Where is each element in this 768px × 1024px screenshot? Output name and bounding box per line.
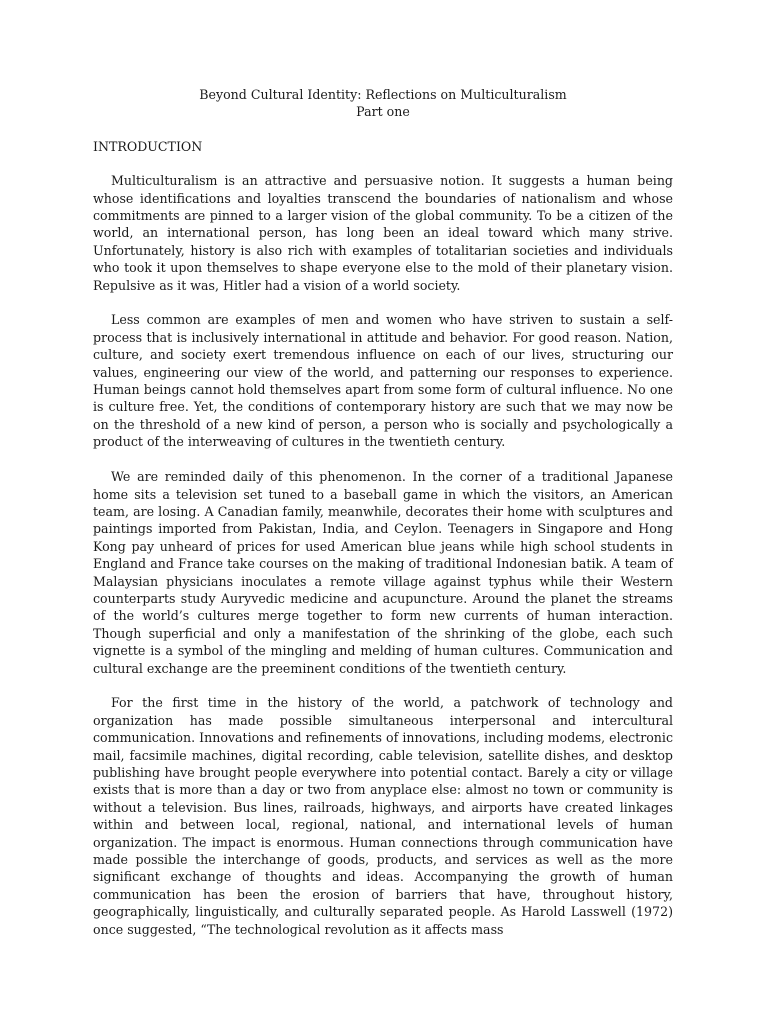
paragraph-4: For the first time in the history of the world, a patchwork of technology and organization has made possible simultaneous interpersonal and intercultural communication. Innovations and refinements of innovations, including modems, electronic mail, facsimile machines, digital recording, cable television, satellite dishes, and desktop publishing have brought people everywhere into potential contact. Barely a city or village exists that is more than a day or two from anyplace else: almost no town or community is without a television. Bus lines, railroads, highways, and airports have created linkages within and between local, regional, national, and international levels of human organization. The impact is enormous. Human connections through communication have made possible the interchange of goods, products, and services as well as the more significant exchange of thoughts and ideas. Accompanying the growth of human communication has been the erosion of barriers that have, throughout history, geographically, linguistically, and culturally separated people. As Harold Lasswell (1972) once suggested, “The technological revolution as it affects mass	[93, 695, 673, 937]
paragraph-1: Multiculturalism is an attractive and persuasive notion. It suggests a human being whose identifications and loyalties transcend the boundaries of nationalism and whose commitments are pinned to a larger vision of the global community. To be a citizen of the world, an international person, has long been an ideal toward which many strive. Unfortunately, history is also rich with examples of totalitarian societies and individuals who took it upon themselves to shape everyone else to the mold of their planetary vision. Repulsive as it was, Hitler had a vision of a world society.	[93, 173, 673, 293]
paragraph-3: We are reminded daily of this phenomenon. In the corner of a traditional Japanese home sits a television set tuned to a baseball game in which the visitors, an American team, are losing. A Canadian family, meanwhile, decorates their home with sculptures and paintings imported from Pakistan, India, and Ceylon. Teenagers in Singapore and Hong Kong pay unheard of prices for used American blue jeans while high school students in England and France take courses on the making of traditional Indonesian batik. A team of Malaysian physicians inoculates a remote village against typhus while their Western counterparts study Auryvedic medicine and acupuncture. Around the planet the streams of the world’s cultures merge together to form new currents of human interaction. Though superficial and only a manifestation of the shrinking of the globe, each such vignette is a symbol of the mingling and melding of human cultures. Communication and cultural exchange are the preeminent conditions of the twentieth century.	[93, 469, 673, 676]
paragraph-2: Less common are examples of men and women who have striven to sustain a self-process that is inclusively international in attitude and behavior. For good reason. Nation, culture, and society exert tremendous influence on each of our lives, structuring our values, engineering our view of the world, and patterning our responses to experience. Human beings cannot hold themselves apart from some form of cultural influence. No one is culture free. Yet, the conditions of contemporary history are such that we may now be on the threshold of a new kind of person, a person who is socially and psychologically a product of the interweaving of cultures in the twentieth century.	[93, 312, 673, 450]
document-title: Beyond Cultural Identity: Reflections on Multiculturalism	[199, 87, 567, 102]
document-subtitle: Part one	[356, 104, 410, 120]
section-heading: INTRODUCTION	[93, 138, 203, 154]
document-page	[93, 86, 673, 955]
